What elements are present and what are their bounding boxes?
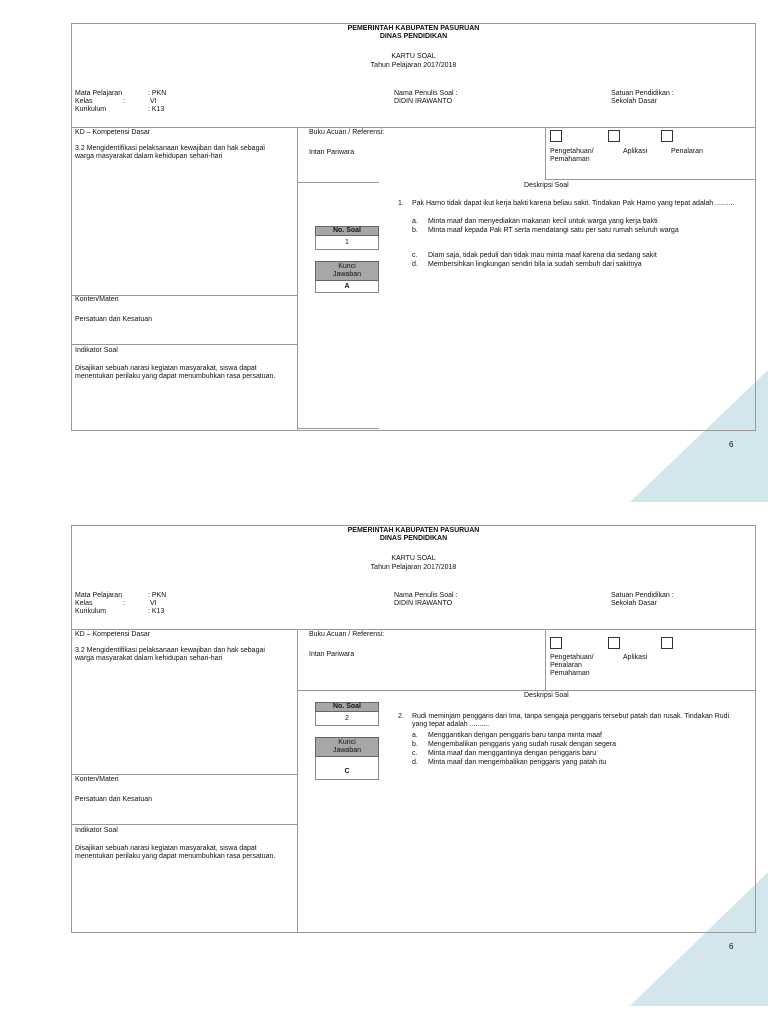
kurikulum-label: Kurikulum — [75, 608, 107, 615]
penalaran-label: Penalaran — [550, 662, 582, 669]
header-line-1: PEMERINTAH KABUPATEN PASURUAN — [347, 527, 480, 534]
kartu-soal-2 — [71, 525, 756, 933]
header-line-4: Tahun Pelajaran 2017/2018 — [370, 564, 457, 571]
satuan-value: Sekolah Dasar — [611, 98, 657, 105]
no-soal-box — [315, 226, 379, 250]
kurikulum-value: : K13 — [148, 106, 165, 113]
indikator-value: Disajikan sebuah narasi kegiatan masyarakat, siswa dapat menentukan perilaku yang dapat menumbuhkan rasa persatuan. — [75, 845, 276, 860]
question-number: 1. — [398, 200, 404, 207]
option-letter: c. — [412, 252, 418, 259]
question-text: Rudi meminjam penggaris dari Ima, tanpa sengaja penggaris tersebut patah dan rusak. Tindakan Rudi yang tepat adalah .......... — [412, 713, 730, 728]
header-line-4: Tahun Pelajaran 2017/2018 — [370, 62, 457, 69]
divider — [545, 127, 546, 179]
kunci-label: Kunci Jawaban — [315, 737, 379, 757]
option-letter: a. — [412, 218, 418, 225]
kunci-label: Kunci Jawaban — [315, 261, 379, 281]
no-soal-label: No. Soal — [315, 226, 379, 236]
divider — [545, 179, 755, 180]
header-line-3: KARTU SOAL — [391, 555, 436, 562]
divider — [297, 690, 755, 691]
option-text: Minta maaf dan menggantinya dengan penggaris baru — [428, 750, 597, 757]
header-line-1: PEMERINTAH KABUPATEN PASURUAN — [347, 25, 480, 32]
kurikulum-label: Kurikulum — [75, 106, 107, 113]
page-number: 6 — [729, 440, 734, 449]
option-text: Minta maaf kepada Pak RT serta mendatangi satu per satu rumah seluruh warga — [428, 227, 679, 234]
header-line-2: DINAS PENDIDIKAN — [379, 33, 448, 40]
option-letter: a. — [412, 732, 418, 739]
deskripsi-title: Deskripsi Soal — [524, 182, 569, 189]
konten-title: Konten/Materi — [75, 296, 119, 303]
no-soal-value: 2 — [315, 712, 379, 726]
kelas-colon: : — [123, 98, 125, 105]
kurikulum-value: : K13 — [148, 608, 165, 615]
checkbox-penalaran[interactable] — [661, 637, 673, 649]
divider — [72, 824, 297, 825]
option-text: Minta maaf dan menyediakan makanan kecil untuk warga yang kerja bakti — [428, 218, 658, 225]
penulis-value: DIDIN IRAWANTO — [394, 600, 453, 607]
kunci-box — [315, 261, 379, 293]
kelas-label: Kelas — [75, 98, 93, 105]
penulis-label: Nama Penulis Soal : — [394, 90, 458, 97]
no-soal-label: No. Soal — [315, 702, 379, 712]
kelas-label: Kelas — [75, 600, 93, 607]
option-letter: b. — [412, 227, 418, 234]
question-number: 2. — [398, 713, 404, 720]
kd-text: 3.2 Mengidentifikasi pelaksanaan kewajiban dan hak sebagai warga masyarakat dalam kehidupan sehari-hari — [75, 145, 265, 160]
option-letter: d. — [412, 759, 418, 766]
header-line-2: DINAS PENDIDIKAN — [379, 535, 448, 542]
divider — [297, 127, 298, 430]
option-text: Diam saja, tidak peduli dan tidak mau minta maaf karena dia sedang sakit — [428, 252, 657, 259]
satuan-label: Satuan Pendidikan : — [611, 592, 674, 599]
mapel-value: : PKN — [148, 592, 167, 599]
no-soal-value: 1 — [315, 236, 379, 250]
indikator-title: Indikator Soal — [75, 827, 118, 834]
option-text: Minta maaf dan mengembalikan penggaris yang patah itu — [428, 759, 607, 766]
penalaran-label: Penalaran — [671, 148, 703, 155]
buku-value: Intan Pariwara — [309, 149, 355, 156]
pengetahuan-label: Pengetahuan/ Pemahaman — [550, 148, 594, 163]
kelas-value: VI — [150, 98, 157, 105]
buku-title: Buku Acuan / Referensi: — [309, 631, 385, 638]
checkbox-penalaran[interactable] — [661, 130, 673, 142]
kartu-soal-1 — [71, 23, 756, 431]
kunci-value: A — [315, 281, 379, 293]
divider — [72, 629, 755, 630]
konten-value: Persatuan dan Kesatuan — [75, 796, 153, 803]
kd-title: KD – Kompetensi Dasar — [75, 129, 151, 136]
kunci-box — [315, 737, 379, 780]
aplikasi-label: Aplikasi — [623, 654, 648, 661]
divider — [72, 127, 755, 128]
kd-text: 3.2 Mengidentifikasi pelaksanaan kewajiban dan hak sebagai warga masyarakat dalam kehidupan sehari-hari — [75, 647, 265, 662]
divider — [545, 629, 546, 690]
divider — [297, 182, 379, 183]
kd-title: KD – Kompetensi Dasar — [75, 631, 151, 638]
divider — [72, 344, 297, 345]
pengetahuan-label: Pengetahuan/ — [550, 654, 594, 661]
satuan-label: Satuan Pendidikan : — [611, 90, 674, 97]
divider — [72, 774, 297, 775]
checkbox-pengetahuan[interactable] — [550, 130, 562, 142]
divider — [297, 428, 379, 429]
page-number: 6 — [729, 942, 734, 951]
buku-title: Buku Acuan / Referensi: — [309, 129, 385, 136]
option-text: Membersihkan lingkungan sendiri bila ia sudah sembuh dari sakitnya — [428, 261, 642, 268]
header-line-3: KARTU SOAL — [391, 53, 436, 60]
option-letter: b. — [412, 741, 418, 748]
mapel-label: Mata Pelajaran — [75, 90, 123, 97]
konten-title: Konten/Materi — [75, 776, 119, 783]
option-letter: d. — [412, 261, 418, 268]
option-text: Mengembalikan penggaris yang sudah rusak dengan segera — [428, 741, 616, 748]
indikator-title: Indikator Soal — [75, 347, 118, 354]
penulis-value: DIDIN IRAWANTO — [394, 98, 453, 105]
kelas-colon: : — [123, 600, 125, 607]
checkbox-aplikasi[interactable] — [608, 637, 620, 649]
mapel-value: : PKN — [148, 90, 167, 97]
deskripsi-title: Deskripsi Soal — [524, 692, 569, 699]
pemahaman-label: Pemahaman — [550, 670, 590, 677]
penulis-label: Nama Penulis Soal : — [394, 592, 458, 599]
kelas-value: VI — [150, 600, 157, 607]
option-letter: c. — [412, 750, 418, 757]
checkbox-pengetahuan[interactable] — [550, 637, 562, 649]
question-text: Pak Harno tidak dapat ikut kerja bakti karena beliau sakit. Tindakan Pak Harno yang tepat adalah .......... — [412, 200, 735, 207]
option-text: Menggantikan dengan penggaris baru tanpa minta maaf — [428, 732, 602, 739]
checkbox-aplikasi[interactable] — [608, 130, 620, 142]
divider — [297, 629, 298, 932]
mapel-label: Mata Pelajaran — [75, 592, 123, 599]
indikator-value: Disajikan sebuah narasi kegiatan masyarakat, siswa dapat menentukan perilaku yang dapat menumbuhkan rasa persatuan. — [75, 365, 276, 380]
kunci-value: C — [315, 757, 379, 780]
konten-value: Persatuan dan Kesatuan — [75, 316, 153, 323]
no-soal-box — [315, 702, 379, 726]
satuan-value: Sekolah Dasar — [611, 600, 657, 607]
buku-value: Intan Pariwara — [309, 651, 355, 658]
aplikasi-label: Aplikasi — [623, 148, 648, 155]
